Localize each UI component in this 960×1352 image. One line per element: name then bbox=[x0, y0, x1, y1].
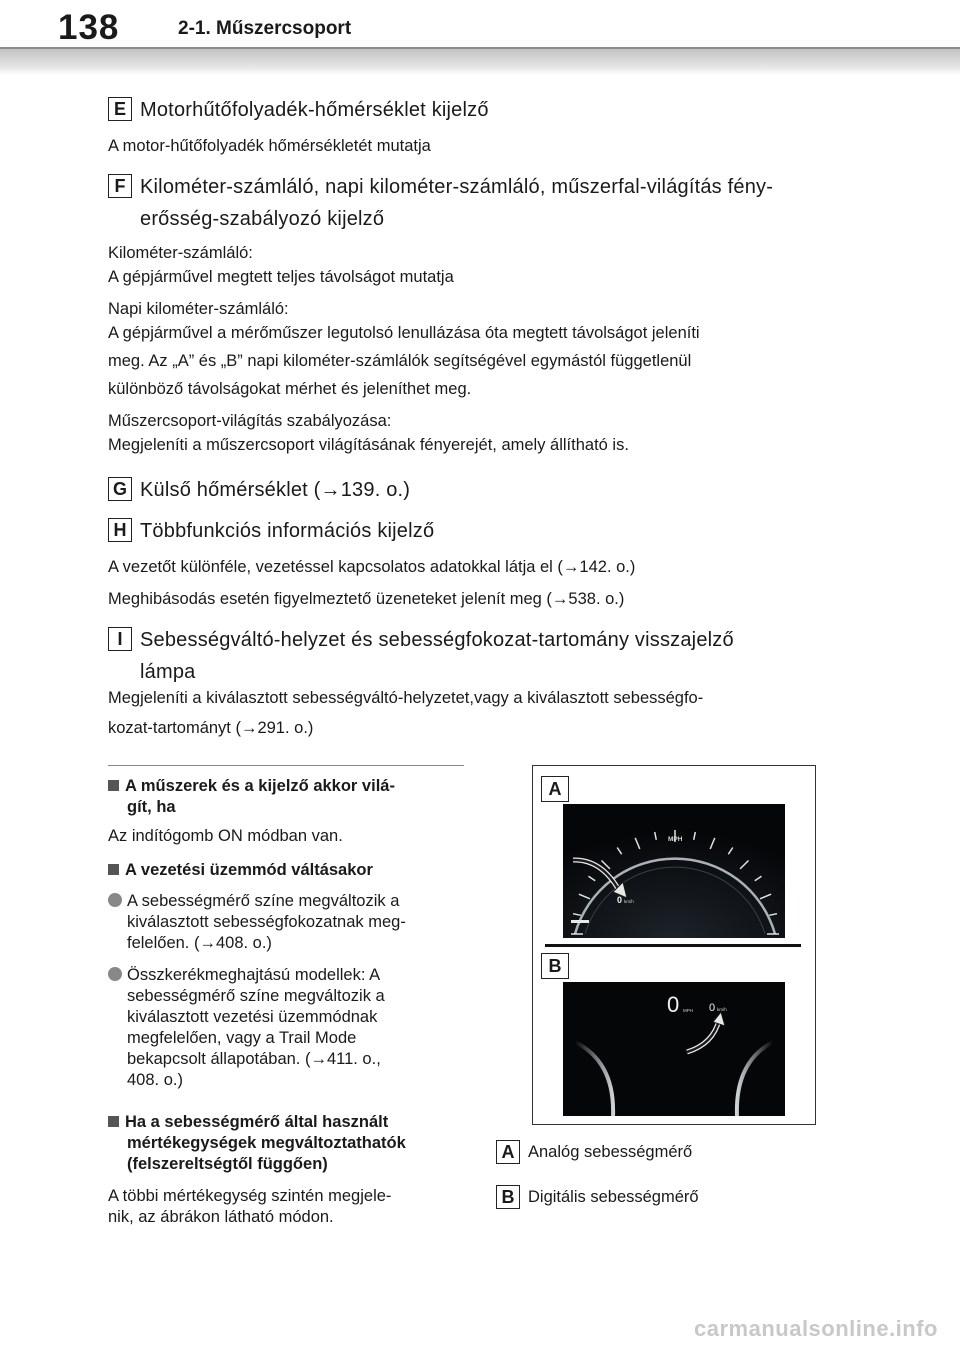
section-i-title-line2: lámpa bbox=[140, 661, 196, 683]
bullet1-line2: kiválasztott sebességfokozatnak meg- bbox=[127, 913, 406, 931]
section-h-text2: Meghibásodás esetén figyelmeztető üzeneteket jelenít meg (→538. o.) bbox=[108, 590, 625, 608]
note1-title-line2: gít, ha bbox=[127, 798, 176, 816]
caption-analog: Analóg sebességmérő bbox=[528, 1143, 693, 1161]
note2-title: A vezetési üzemmód váltásakor bbox=[108, 860, 373, 880]
digital-speed-mph: 0 bbox=[667, 992, 680, 1017]
odometer-text: A gépjárművel megtett teljes távolságot mutatja bbox=[108, 268, 454, 286]
section-label-h: H bbox=[108, 518, 132, 542]
bullet2-line4: megfelelően, vagy a Trail Mode bbox=[127, 1029, 357, 1047]
figure-separator bbox=[545, 944, 801, 947]
tripmeter-text-line3: különböző távolságokat mérhet és jeleníthet meg. bbox=[108, 380, 472, 398]
page-number: 138 bbox=[58, 8, 120, 47]
digital-unit-mph: MPH bbox=[683, 1008, 693, 1013]
note3-text-line2: nik, az ábrákon látható módon. bbox=[108, 1208, 334, 1226]
speedometer-figure bbox=[532, 765, 816, 1125]
section-label-g: G bbox=[108, 477, 132, 501]
analog-gauge-graphic bbox=[563, 804, 785, 938]
analog-speedometer-screen bbox=[563, 804, 785, 938]
note3-text-line1: A többi mértékegység szintén megjele- bbox=[108, 1187, 392, 1205]
bullet2-line1: Összkerékmeghajtású modellek: A bbox=[127, 966, 381, 984]
section-f-title-line1: Kilométer-számláló, napi kilométer-számláló, műszerfal-világítás fény- bbox=[140, 176, 774, 198]
tripmeter-heading: Napi kilométer-számláló: bbox=[108, 300, 289, 318]
section-e-title: Motorhűtőfolyadék-hőmérséklet kijelző bbox=[140, 99, 489, 121]
bullet1-line1: A sebességmérő színe megváltozik a bbox=[127, 892, 400, 910]
chapter-title: 2-1. Műszercsoport bbox=[178, 18, 352, 39]
note3-title-line1: Ha a sebességmérő által használt bbox=[108, 1112, 388, 1132]
note1-title-line1: A műszerek és a kijelző akkor vilá- bbox=[108, 776, 395, 796]
tripmeter-text-line2: meg. Az „A” és „B” napi kilométer-számlálók segítségével egymástól függetlenül bbox=[108, 352, 692, 370]
digital-speedometer-screen bbox=[563, 982, 785, 1116]
digital-unit-kmh: km/h bbox=[717, 1007, 727, 1012]
analog-kmh-unit: km/h bbox=[624, 899, 634, 904]
section-i-text-line1: Megjeleníti a kiválasztott sebességváltó-helyzetet,vagy a kiválasztott sebességfo- bbox=[108, 689, 704, 707]
tripmeter-text-line1: A gépjárművel a mérőműszer legutolsó lenullázása óta megtett távolságot jeleníti bbox=[108, 324, 700, 342]
bullet2-line3: kiválasztott vezetési üzemmódnak bbox=[127, 1008, 378, 1026]
section-h-title: Többfunkciós információs kijelző bbox=[140, 520, 435, 542]
figure-label-b: B bbox=[541, 953, 569, 979]
analog-zero-value: 0 bbox=[617, 895, 623, 905]
dimmer-heading: Műszercsoport-világítás szabályozása: bbox=[108, 412, 392, 430]
note3-title-line2: mértékegységek megváltoztathatók bbox=[127, 1134, 406, 1152]
digital-speed-kmh: 0 bbox=[709, 1002, 716, 1014]
section-i-title-line1: Sebességváltó-helyzet és sebességfokozat-tartomány visszajelző bbox=[140, 629, 734, 651]
bullet2-line2: sebességmérő színe megváltozik a bbox=[127, 987, 385, 1005]
analog-mph-label: MPH bbox=[668, 836, 683, 843]
square-bullet-icon bbox=[108, 780, 119, 791]
square-bullet-icon bbox=[108, 1116, 119, 1127]
bullet2-line5: bekapcsolt állapotában. (→411. o., bbox=[127, 1050, 381, 1068]
odometer-heading: Kilométer-számláló: bbox=[108, 244, 253, 262]
bullet2-line6: 408. o.) bbox=[127, 1071, 183, 1089]
header-shade bbox=[0, 49, 960, 75]
section-label-f: F bbox=[108, 174, 132, 198]
figure-label-a: A bbox=[541, 776, 569, 802]
section-i-text-line2: kozat-tartományt (→291. o.) bbox=[108, 719, 314, 737]
dimmer-text: Megjeleníti a műszercsoport világításának fényerejét, amely állítható is. bbox=[108, 436, 629, 454]
section-label-i: I bbox=[108, 627, 132, 651]
bullet1-line3: felelően. (→408. o.) bbox=[127, 934, 272, 952]
note1-text: Az indítógomb ON módban van. bbox=[108, 827, 343, 845]
caption-label-a: A bbox=[496, 1140, 520, 1164]
round-bullet-icon bbox=[108, 893, 122, 907]
notes-divider bbox=[108, 765, 464, 766]
section-g-title: Külső hőmérséklet (→139. o.) bbox=[140, 479, 411, 501]
section-e-text: A motor-hűtőfolyadék hőmérsékletét mutatja bbox=[108, 137, 431, 155]
section-h-text1: A vezetőt különféle, vezetéssel kapcsolatos adatokkal látja el (→142. o.) bbox=[108, 558, 636, 576]
square-bullet-icon bbox=[108, 864, 119, 875]
note3-title-line3: (felszereltségtől függően) bbox=[127, 1155, 328, 1173]
section-label-e: E bbox=[108, 97, 132, 121]
section-f-title-line2: erősség-szabályozó kijelző bbox=[140, 208, 385, 230]
caption-label-b: B bbox=[496, 1185, 520, 1209]
digital-gauge-graphic bbox=[563, 982, 785, 1116]
watermark: carmanualsonline.info bbox=[694, 1316, 938, 1341]
caption-digital: Digitális sebességmérő bbox=[528, 1188, 699, 1206]
round-bullet-icon bbox=[108, 967, 122, 981]
page-header bbox=[0, 0, 960, 74]
